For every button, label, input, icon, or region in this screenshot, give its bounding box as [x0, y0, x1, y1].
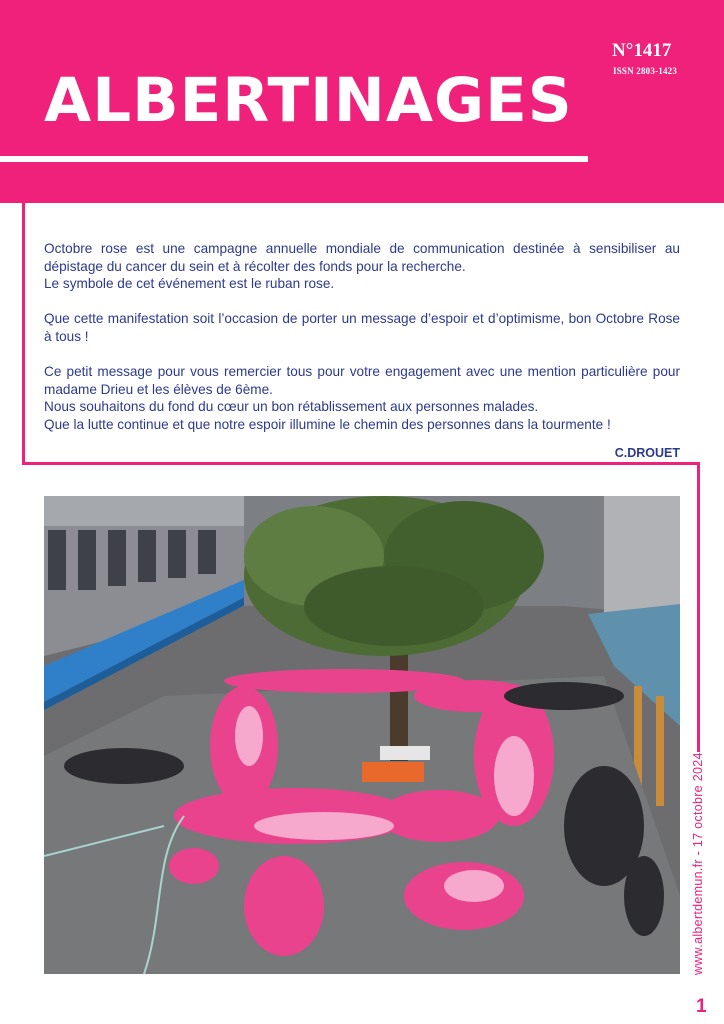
frame-line-left: [22, 203, 25, 464]
frame-line-right: [697, 462, 700, 752]
article-sentence: Ce petit message pour vous remercier tous pour votre engagement avec une mention particulière pour madame Drieu et les élèves de 6ème.: [44, 364, 680, 397]
website-date-vertical: www.albertdemun.fr - 17 octobre 2024: [691, 752, 705, 975]
article-sentence: Le symbole de cet événement est le ruban rose.: [44, 276, 335, 292]
page-number: 1: [696, 996, 707, 1017]
article-sentence: Octobre rose est une campagne annuelle mondiale de communication destinée à sensibiliser au dépistage du cancer du sein et à récolter des fonds pour la recherche.: [44, 241, 680, 274]
article-signature: C.DROUET: [614, 446, 680, 460]
newsletter-title: ALBERTINAGES: [44, 65, 573, 136]
article-sentence: Nous souhaitons du fond du cœur un bon rétablissement aux personnes malades.: [44, 399, 539, 415]
header-banner: [0, 0, 724, 203]
title-underline: [0, 156, 588, 162]
article-sentence: Que la lutte continue et que notre espoir illumine le chemin des personnes dans la tourmente !: [44, 416, 611, 432]
article-paragraph: [44, 363, 680, 433]
article-paragraph: [44, 310, 680, 345]
frame-line-bottom: [22, 462, 700, 465]
issn-label: ISSN 2803-1423: [613, 66, 678, 76]
issue-number: N°1417: [612, 40, 672, 61]
article-sentence: Que cette manifestation soit l’occasion de porter un message d’espoir et d’optimisme, bon Octobre Rose à tous !: [44, 311, 680, 344]
article-body: [44, 240, 680, 451]
article-paragraph: [44, 240, 680, 293]
courtyard-photo: [44, 496, 680, 974]
